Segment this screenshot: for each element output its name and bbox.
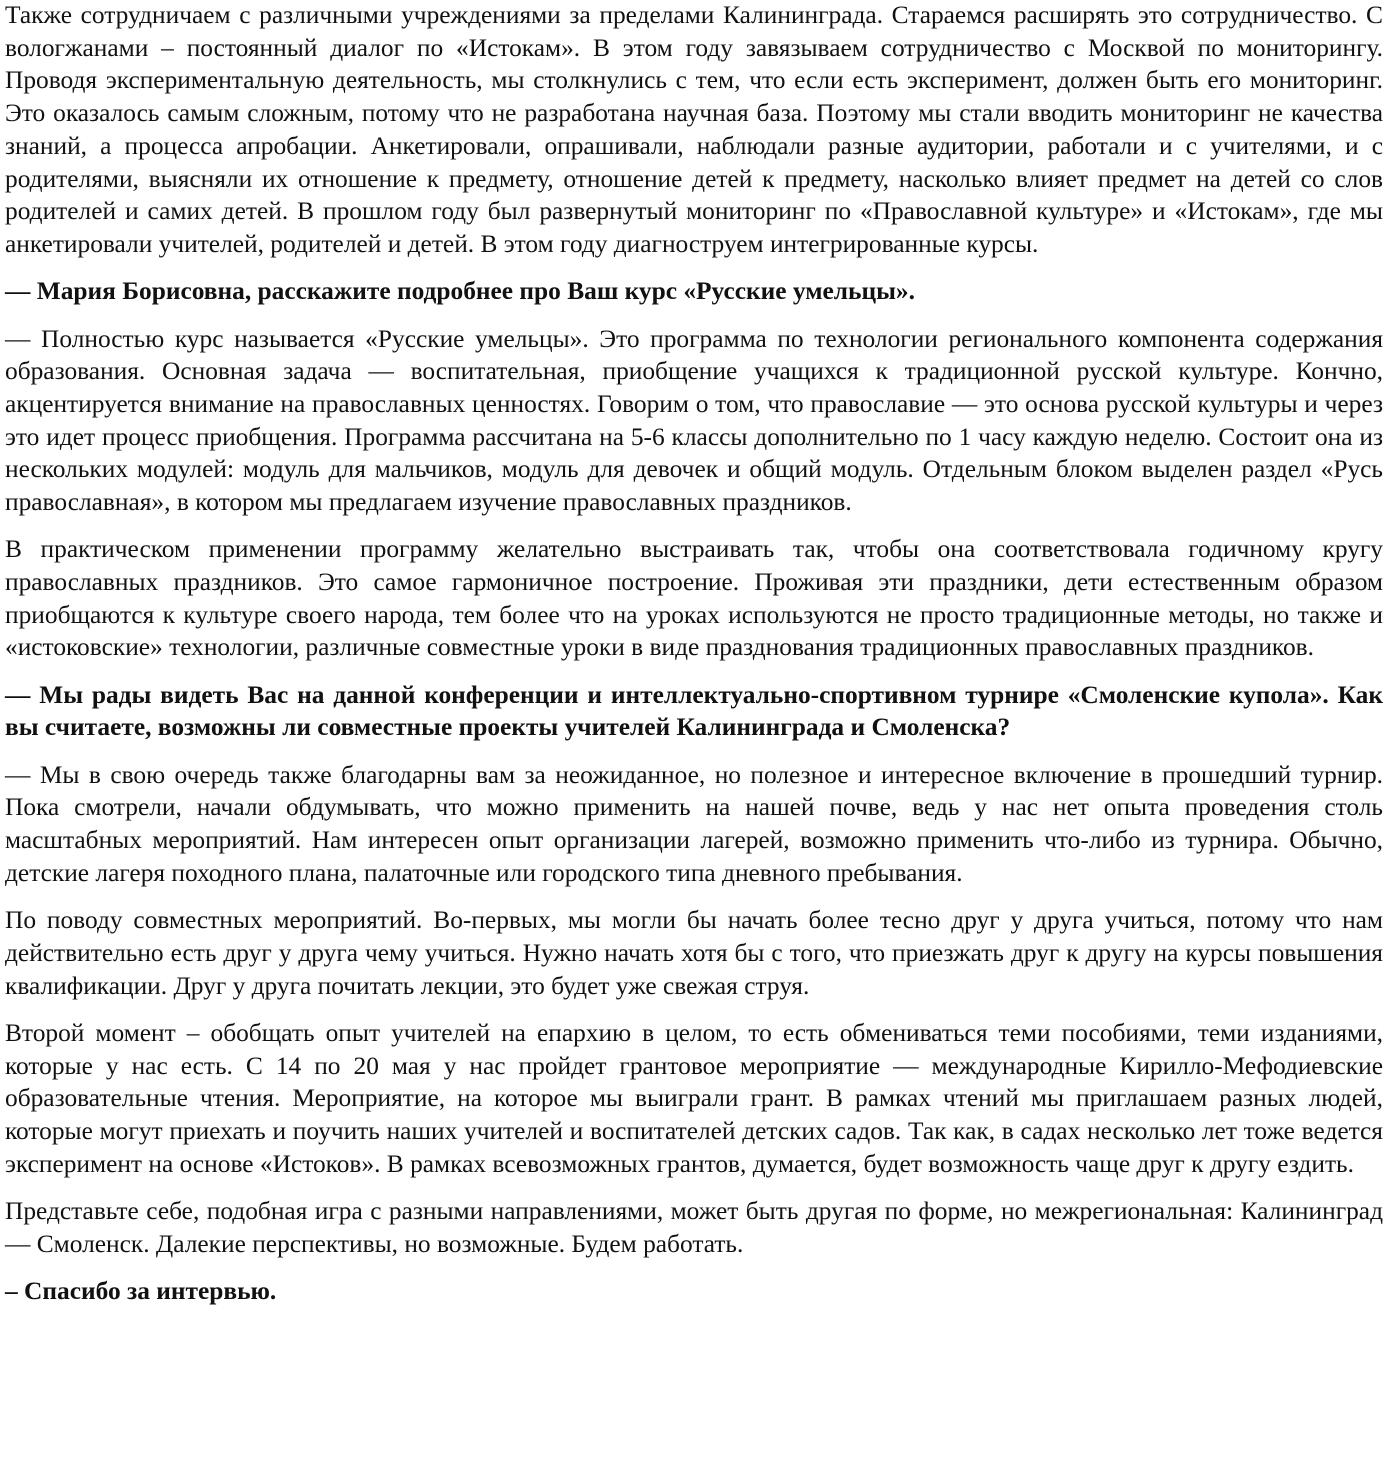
paragraph-interregional-game: Представьте себе, подобная игра с разными направлениями, может быть другая по форме, но межрегиональная: Калининград — Смоленск. Далекие перспективы, но возможные. Будем работать. xyxy=(5,1196,1383,1258)
paragraph-second-point: Второй момент – обобщать опыт учителей на епархию в целом, то есть обмениваться теми пособиями, теми изданиями, которые у нас есть. С 14 по 20 мая у нас пройдет грантовое мероприятие — международные Кирилло-Мефодиевские образовательные чтения. Мероприятие, на которое мы выиграли грант. В рамках чтений мы приглашаем разных людей, которые могут приехать и поучить наших учителей и воспитателей детских садов. Так как, в садах несколько лет тоже ведется эксперимент на основе «Истоков». В рамках всевозможных грантов, думается, будет возможность чаще друг к другу ездить. xyxy=(5,1018,1383,1178)
paragraph-course-description: — Полностью курс называется «Русские умельцы». Это программа по технологии регионального компонента содержания образования. Основная задача — воспитательная, приобщение учащихся к традиционной русской культуре. Кончно, акцентируется внимание на православных ценностях. Говорим о том, что православие — это основа русской культуры и через это идет процесс приобщения. Программа рассчитана на 5-6 классы дополнительно по 1 часу каждую неделю. Состоит она из нескольких модулей: модуль для мальчиков, модуль для девочек и общий модуль. Отдельным блоком выделен раздел «Русь православная», в котором мы предлагаем изучение православных праздников. xyxy=(5,324,1383,517)
question-joint-projects: — Мы рады видеть Вас на данной конференции и интеллектуально-спортивном турнире «Смоленские купола». Как вы считаете, возможны ли совместные проекты учителей Калининграда и Смоленска? xyxy=(5,680,1383,742)
closing-thanks: – Спасибо за интервью. xyxy=(5,1276,277,1305)
article-body xyxy=(5,0,1383,1322)
question-course: — Мария Борисовна, расскажите подробнее про Ваш курс «Русские умельцы». xyxy=(5,277,915,306)
paragraph-joint-events: По поводу совместных мероприятий. Во-первых, мы могли бы начать более тесно друг у друга учиться, потому что нам действительно есть друг у друга чему учиться. Нужно начать хотя бы с того, что приезжать друг к другу на курсы повышения квалификации. Друг у друга почитать лекции, это будет уже свежая струя. xyxy=(5,906,1383,1000)
paragraph-practical-application: В практическом применении программу желательно выстраивать так, чтобы она соответствовала годичному кругу православных праздников. Это самое гармоничное построение. Проживая эти праздники, дети естественным образом приобщаются к культуре своего народа, тем более что на уроках используются не просто традиционные методы, но также и «истоковские» технологии, различные совместные уроки в виде празднования традиционных православных праздников. xyxy=(5,535,1383,662)
paragraph-cooperation: Также сотрудничаем с различными учреждениями за пределами Калининграда. Стараемся расширять это сотрудничество. С вологжанами – постоянный диалог по «Истокам». В этом году завязываем сотрудничество с Москвой по мониторингу. Проводя экспериментальную деятельность, мы столкнулись с тем, что если есть эксперимент, должен быть его мониторинг. Это оказалось самым сложным, потому что не разработана научная база. Поэтому мы стали вводить мониторинг не качества знаний, а процесса апробации. Анкетировали, опрашивали, наблюдали разные аудитории, работали и с учителями, и с родителями, выясняли их отношение к предмету, отношение детей к предмету, насколько влияет предмет на детей со слов родителей и самих детей. В прошлом году был развернутый мониторинг по «Православной культуре» и «Истокам», где мы анкетировали учителей, родителей и детей. В этом году диагноструем интегрированные курсы. xyxy=(5,1,1383,258)
paragraph-tournament-response: — Мы в свою очередь также благодарны вам за неожиданное, но полезное и интересное включение в прошедший турнир. Пока смотрели, начали обдумывать, что можно применить на нашей почве, ведь у нас нет опыта проведения столь масштабных мероприятий. Нам интересен опыт организации лагерей, возможно применить что-либо из турнира. Обычно, детские лагеря походного плана, палаточные или городского типа дневного пребывания. xyxy=(5,760,1383,887)
